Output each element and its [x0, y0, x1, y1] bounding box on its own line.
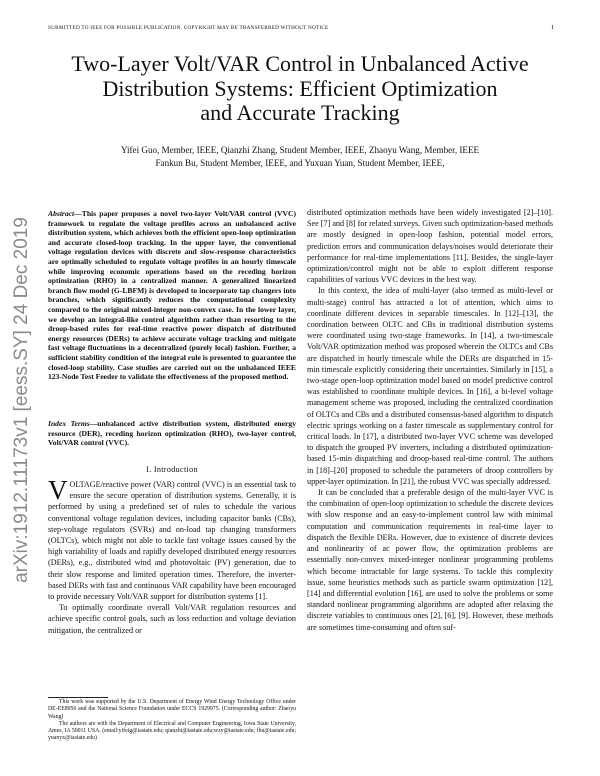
- page-number: 1: [551, 24, 555, 31]
- abstract-text: —This paper proposes a novel two-layer Volt/VAR control (VVC) framework to regulate the voltage profiles across an unbalanced active distribution system, which achieves both the efficient open-loop optimization and accurate closed-loop tracking. In the upper layer, the conventional voltage regulation devices with discrete and slow-response characteristics are optimally scheduled to regulate voltage profiles in an hourly timescale while improving economic operations based on the receding horizon optimization (RHO) in a centralized manner. A generalized linearized branch flow model (G-LBFM) is developed to incorporate tap changers into branches, which significantly reduces the computational complexity compared to the original mixed-integer non-convex case. In the lower layer, we develop an integral-like control algorithm rather than resorting to the droop-based rules for real-time reactive power dispatch of distributed energy resources (DERs) to achieve accurate voltage tracking and mitigate fast voltage fluctuations in a decentralized (purely local) fashion. Further, a sufficient stability condition of the integral rule is presented to guarantee the closed-loop stability. Case studies are carried out on the unbalanced IEEE 123-Node Test Feeder to validate the effectiveness of the proposed method.: [48, 209, 296, 382]
- authors-line-2: Fankun Bu, Student Member, IEEE, and Yuxuan Yuan, Student Member, IEEE,: [155, 157, 445, 168]
- footnote-affiliation: The authors are with the Department of Electrical and Computer Engineering, Iowa State University, Ames, IA 50011 USA. (email:yifeig@iastate.edu; qianzhi@iastate.edu;wzy@iastate.edu; fbu@iastate.edu; yuanyx@iastate.edu): [48, 720, 296, 742]
- intro-paragraph-2: To optimally coordinate overall Volt/VAR regulation resources and achieve specific control goals, such as loss reduction and voltage deviation mitigation, the centralized or: [48, 603, 296, 635]
- authors-line-1: Yifei Guo, Member, IEEE, Qianzhi Zhang, Student Member, IEEE, Zhaoyu Wang, Member, IEEE: [120, 145, 480, 155]
- running-head: SUBMITTED TO IEEE FOR POSSIBLE PUBLICATION. COPYRIGHT MAY BE TRANSFERRED WITHOUT NOTICE: [48, 25, 329, 31]
- footnote-funding: This work was supported by the U.S. Department of Energy Wind Energy Technology Office under DE-EE8956 and the National Science Foundation under ECCS 1929975. (Corresponding author: Zhaoyu Wang): [48, 699, 296, 720]
- arxiv-id[interactable]: arXiv:1912.11173v1 [eess.SY] 24 Dec 2019: [11, 217, 32, 583]
- intro-paragraph-1: [48, 475, 296, 602]
- intro-paragraph-1-text: OLTAGE/reactive power (VAR) control (VVC) is an essential task to ensure the secure operation of distribution systems. Generally, it is performed by using a predefined set of rules to schedule the various conventional voltage regulation devices, including capacitor banks (CBs), step-voltage regulators (SVRs) and on-load tap changing transformers (OLTCs), which might not able to tackle fast voltage issues caused by the high variability of loads and rapidly developed distributed energy resources (DERs), e.g., distributed wind and photovoltaic (PV) generation, due to their slow response and limited operation times. Therefore, the inverter-based DERs with fast and continuous VAR capability have been encouraged to provide necessary Volt/VAR support for distribution systems [1].: [48, 480, 296, 602]
- right-column: [307, 207, 553, 633]
- footnote-rule: [48, 697, 108, 698]
- right-paragraph-2: In this context, the idea of multi-layer (also termed as multi-level or multi-stage) control has attracted a lot of attention, which aims to coordinate different devices in separable timescales. In [12]–[13], the coordination between OLTC and CBs in traditional distribution systems were coordinated using two-stage frameworks. In [14], a two-timescale Volt/VAR optimization method was proposed wherein the OLTCs and CBs are dispatched in hourly timescale while the DERs are dispatched in 15-min timescale explicitly considering their uncertainties. Similarly in [15], a two-stage open-loop optimization model based on model predictive control was established to coordinate multiple devices. In [16], a bi-level voltage management scheme was proposed, including the centralized coordination of OLTCs and CBs and a distributed consensus-based algorithm to dispatch electric springs working on a faster timescale as supplementary control for critical loads. In [17], a distributed two-layer VVC scheme was developed to dispatch the grouped PV inverters, including a distributed optimization-based 15-min dispatching and droop-based real-time control. The authors in [18]–[20] proposed to schedule the parameters of droop controllers by upper-layer optimization. In [21], the robust VVC was specially addressed.: [307, 286, 553, 486]
- title-line-1: Two-Layer Volt/VAR Control in Unbalanced Active: [71, 51, 529, 76]
- footnote: [48, 699, 296, 743]
- title-line-2: Distribution Systems: Efficient Optimization: [102, 75, 498, 101]
- index-terms: [48, 419, 296, 448]
- abstract-label: Abstract: [48, 209, 75, 218]
- introduction-body: [48, 475, 296, 636]
- right-paragraph-1: distributed optimization methods have been widely investigated [2]–[10]. See [7] and [8] for related surveys. Given such optimization-based methods are mostly designed in open-loop fashion, potential model errors, prediction errors and communication delays/noises would deteriorate their performance for real-time implementations [11]. Besides, the single-layer optimization/control might not be able to exploit different response capabilities of various VVC devices in the best way.: [307, 208, 553, 285]
- abstract: [48, 209, 296, 382]
- arxiv-stamp: [2, 210, 42, 590]
- drop-cap: V: [48, 475, 68, 505]
- section-heading-introduction: I. Introduction: [146, 465, 198, 474]
- index-terms-text: —unbalanced active distribution system, distributed energy resource (DER), receding horizon optimization (RHO), two-layer control, Volt/VAR control (VVC).: [48, 419, 296, 448]
- index-terms-label: Index Terms: [48, 419, 90, 428]
- title-line-3: and Accurate Tracking: [200, 100, 400, 125]
- paper-title: [30, 52, 570, 126]
- author-list: [50, 144, 550, 169]
- right-paragraph-3: It can be concluded that a preferable design of the multi-layer VVC is the combination of open-loop optimization to schedule the discrete devices with slow response and an easy-to-implement control law with minimal computation and communication requirements in real-time layer to dispatch the flexible DERs. However, due to existence of discrete devices and nonlinearity of ac power flow, the optimization problems are essentially non-convex mixed-integer nonlinear programming problems which become intractable for large systems. To tackle this complexity issue, some heuristics methods such as particle swarm optimization [12], [14] and differential evolution [16], are used to solve the problems or some standard nonlinear programming algorithms are adopted after relaxing the discrete variables to continuous ones [2], [6], [9]. However, these methods are sometimes time-consuming and often suf-: [307, 488, 553, 632]
